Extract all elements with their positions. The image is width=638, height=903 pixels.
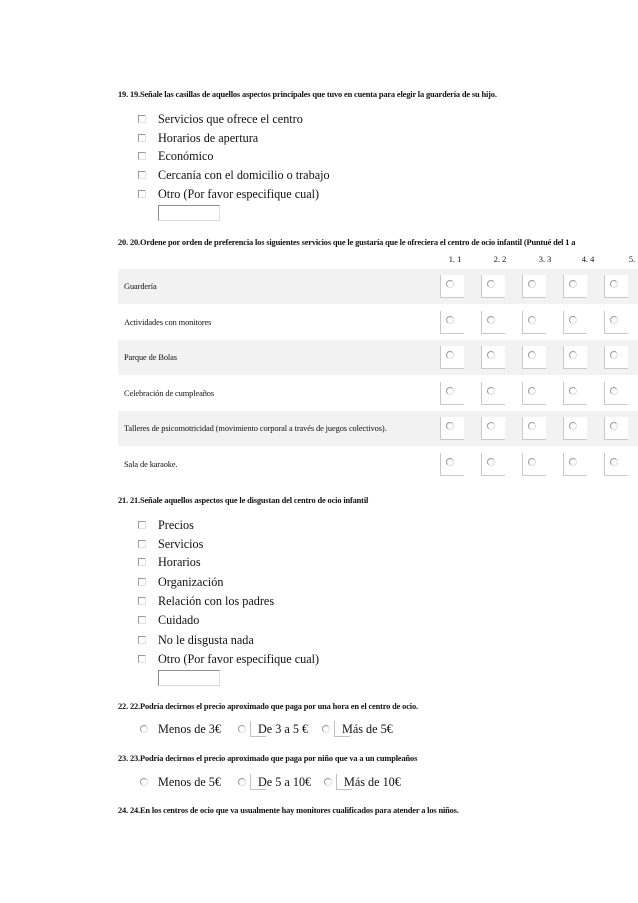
row-label: Guardería bbox=[124, 282, 157, 291]
option-label: De 5 a 10€ bbox=[258, 775, 312, 789]
q19-option-horarios[interactable] bbox=[138, 130, 258, 146]
radio-icon bbox=[446, 422, 454, 430]
q21-option-cuidado[interactable] bbox=[138, 612, 199, 628]
radio-icon bbox=[569, 387, 577, 395]
radio-icon bbox=[487, 316, 495, 324]
radio-icon bbox=[610, 422, 618, 430]
radio-icon bbox=[487, 422, 495, 430]
q20-row bbox=[118, 269, 638, 304]
checkbox[interactable] bbox=[138, 171, 146, 179]
radio-icon bbox=[487, 280, 495, 288]
rank-radio-4[interactable] bbox=[563, 417, 587, 440]
rank-radio-1[interactable] bbox=[440, 275, 464, 298]
radio-icon bbox=[610, 316, 618, 324]
q22-options bbox=[0, 721, 638, 737]
q22-radio-mas-5[interactable] bbox=[322, 725, 330, 733]
q19-option-otro[interactable] bbox=[138, 186, 319, 202]
checkbox[interactable] bbox=[138, 134, 146, 142]
checkbox[interactable] bbox=[138, 616, 146, 624]
q22-radio-3-a-5[interactable] bbox=[238, 725, 246, 733]
rank-radio-2[interactable] bbox=[481, 453, 505, 476]
radio-icon bbox=[487, 387, 495, 395]
radio-icon bbox=[569, 422, 577, 430]
row-label: Talleres de psicomotricidad (movimiento corporal a través de juegos colectivos). bbox=[124, 424, 387, 433]
rank-radio-3[interactable] bbox=[522, 453, 546, 476]
checkbox[interactable] bbox=[138, 597, 146, 605]
checkbox[interactable] bbox=[138, 578, 146, 586]
rank-radio-2[interactable] bbox=[481, 275, 505, 298]
radio-icon bbox=[569, 351, 577, 359]
row-label: Sala de karaoke. bbox=[124, 460, 178, 469]
q20-row bbox=[118, 376, 638, 411]
rank-radio-5[interactable] bbox=[604, 382, 628, 405]
q23-radio-mas-10[interactable] bbox=[324, 778, 332, 786]
checkbox[interactable] bbox=[138, 540, 146, 548]
q23-options bbox=[0, 774, 638, 790]
q19-other-input[interactable] bbox=[158, 205, 220, 221]
q20-column-header bbox=[0, 255, 638, 269]
option-label: De 3 a 5 € bbox=[258, 722, 309, 736]
radio-icon bbox=[528, 316, 536, 324]
option-label: Cercanía con el domicilio o trabajo bbox=[158, 167, 330, 182]
q19-title: 19. 19.Señale las casillas de aquellos aspectos principales que tuvo en cuenta para elegir la guardería de su hijo. bbox=[118, 90, 497, 99]
column-label: 5. bbox=[628, 255, 636, 264]
rank-radio-1[interactable] bbox=[440, 417, 464, 440]
q22-radio-menos-3[interactable] bbox=[140, 725, 148, 733]
option-label: No le disgusta nada bbox=[158, 632, 254, 647]
option-label: Otro (Por favor especifique cual) bbox=[158, 186, 320, 201]
radio-icon bbox=[446, 458, 454, 466]
q23-radio-menos-5[interactable] bbox=[140, 778, 148, 786]
rank-radio-3[interactable] bbox=[522, 275, 546, 298]
rank-radio-5[interactable] bbox=[604, 453, 628, 476]
column-label: 3. 3 bbox=[538, 255, 552, 264]
checkbox[interactable] bbox=[138, 655, 146, 663]
rank-radio-3[interactable] bbox=[522, 346, 546, 369]
option-label: Servicios bbox=[158, 536, 204, 551]
q21-option-relacion[interactable] bbox=[138, 593, 274, 609]
column-label: 1. 1 bbox=[448, 255, 462, 264]
q21-option-horarios[interactable] bbox=[138, 554, 201, 570]
option-label: Otro (Por favor especifique cual) bbox=[158, 651, 320, 666]
radio-icon bbox=[528, 422, 536, 430]
column-label: 4. 4 bbox=[581, 255, 595, 264]
rank-radio-1[interactable] bbox=[440, 453, 464, 476]
radio-icon bbox=[569, 316, 577, 324]
q20-row bbox=[118, 305, 638, 340]
option-label: Servicios que ofrece el centro bbox=[158, 111, 303, 126]
rank-radio-2[interactable] bbox=[481, 311, 505, 334]
q21-option-organizacion[interactable] bbox=[138, 574, 223, 590]
checkbox[interactable] bbox=[138, 190, 146, 198]
radio-icon bbox=[610, 351, 618, 359]
row-label: Celebración de cumpleaños bbox=[124, 389, 215, 398]
rank-radio-2[interactable] bbox=[481, 346, 505, 369]
radio-icon bbox=[569, 280, 577, 288]
radio-icon bbox=[446, 280, 454, 288]
q24-title: 24. 24.En los centros de ocio que va usualmente hay monitores cualificados para atender a los niños. bbox=[118, 806, 459, 815]
q23-title: 23. 23.Podría decirnos el precio aproximado que paga por niño que va a un cumpleaños bbox=[118, 754, 418, 763]
option-label: Más de 10€ bbox=[344, 775, 401, 789]
radio-icon bbox=[610, 458, 618, 466]
q21-option-otro[interactable] bbox=[138, 651, 319, 667]
rank-radio-1[interactable] bbox=[440, 311, 464, 334]
option-label: Precios bbox=[158, 517, 194, 532]
q23-radio-5-a-10[interactable] bbox=[238, 778, 246, 786]
option-label: Económico bbox=[158, 148, 214, 163]
checkbox[interactable] bbox=[138, 558, 146, 566]
row-label: Actividades con monitores bbox=[124, 318, 212, 327]
checkbox[interactable] bbox=[138, 636, 146, 644]
option-label: Relación con los padres bbox=[158, 593, 275, 608]
q19-option-economico[interactable] bbox=[138, 148, 214, 164]
option-label: Cuidado bbox=[158, 612, 200, 627]
radio-icon bbox=[528, 458, 536, 466]
option-label: Horarios bbox=[158, 554, 201, 569]
checkbox[interactable] bbox=[138, 521, 146, 529]
rank-radio-4[interactable] bbox=[563, 382, 587, 405]
radio-icon bbox=[446, 351, 454, 359]
q22-title: 22. 22.Podría decirnos el precio aproximado que paga por una hora en el centro de ocio. bbox=[118, 702, 418, 711]
radio-icon bbox=[487, 351, 495, 359]
option-label: Menos de 5€ bbox=[158, 775, 221, 789]
rank-radio-3[interactable] bbox=[522, 417, 546, 440]
rank-radio-3[interactable] bbox=[522, 382, 546, 405]
q21-option-nada[interactable] bbox=[138, 632, 254, 648]
q20-row bbox=[118, 411, 638, 446]
rank-radio-4[interactable] bbox=[563, 311, 587, 334]
rank-radio-4[interactable] bbox=[563, 275, 587, 298]
q19-option-cercania[interactable] bbox=[138, 167, 330, 183]
q20-row bbox=[118, 447, 638, 482]
row-label: Parque de Bolas bbox=[124, 353, 177, 362]
rank-radio-5[interactable] bbox=[604, 311, 628, 334]
q21-title: 21. 21.Señale aquellos aspectos que le disgustan del centro de ocio infantil bbox=[118, 496, 369, 505]
checkbox[interactable] bbox=[138, 115, 146, 123]
rank-radio-2[interactable] bbox=[481, 417, 505, 440]
q21-option-servicios[interactable] bbox=[138, 536, 203, 552]
rank-radio-1[interactable] bbox=[440, 382, 464, 405]
radio-icon bbox=[528, 351, 536, 359]
option-label: Menos de 3€ bbox=[158, 722, 221, 736]
radio-icon bbox=[446, 316, 454, 324]
rank-radio-5[interactable] bbox=[604, 275, 628, 298]
radio-icon bbox=[610, 387, 618, 395]
radio-icon bbox=[528, 387, 536, 395]
radio-icon bbox=[610, 280, 618, 288]
option-label: Horarios de apertura bbox=[158, 130, 259, 145]
rank-radio-5[interactable] bbox=[604, 346, 628, 369]
rank-radio-2[interactable] bbox=[481, 382, 505, 405]
rank-radio-4[interactable] bbox=[563, 346, 587, 369]
option-label: Organización bbox=[158, 574, 224, 589]
rank-radio-5[interactable] bbox=[604, 417, 628, 440]
radio-icon bbox=[487, 458, 495, 466]
column-label: 2. 2 bbox=[493, 255, 507, 264]
q21-other-input[interactable] bbox=[158, 670, 220, 686]
option-label: Más de 5€ bbox=[342, 722, 393, 736]
rank-radio-1[interactable] bbox=[440, 346, 464, 369]
q21-option-precios[interactable] bbox=[138, 517, 194, 533]
checkbox[interactable] bbox=[138, 152, 146, 160]
radio-icon bbox=[569, 458, 577, 466]
rank-radio-4[interactable] bbox=[563, 453, 587, 476]
radio-icon bbox=[528, 280, 536, 288]
q20-row bbox=[118, 340, 638, 375]
q20-title: 20. 20.Ordene por orden de preferencia los siguientes servicios que le gustaría que le ofreciera el centro de ocio infantil (Puntué del 1 a bbox=[118, 238, 576, 247]
rank-radio-3[interactable] bbox=[522, 311, 546, 334]
q19-option-servicios[interactable] bbox=[138, 111, 303, 127]
radio-icon bbox=[446, 387, 454, 395]
